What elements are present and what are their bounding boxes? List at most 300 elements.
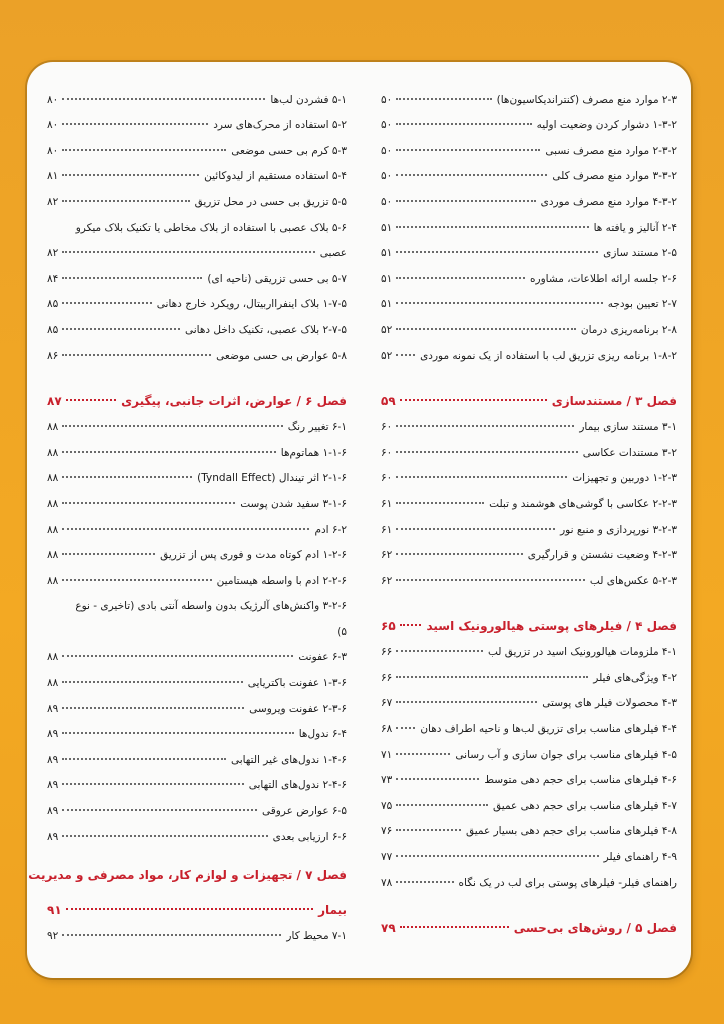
toc-entry[interactable]	[381, 812, 677, 838]
dot-leader	[400, 926, 509, 928]
toc-entry[interactable]	[47, 638, 347, 664]
dot-leader	[62, 277, 202, 279]
dot-leader	[396, 502, 484, 504]
entry-page: ۶۰	[381, 421, 393, 434]
toc-entry[interactable]	[381, 433, 677, 459]
dot-leader	[62, 783, 243, 785]
entry-number: ۵-۷	[331, 272, 347, 285]
entry-page: ۸۸	[47, 677, 59, 690]
entry-text	[154, 298, 347, 310]
entry-number: ۳-۳-۲	[652, 170, 677, 183]
entry-number: ۴-۳	[661, 697, 677, 710]
entry-text	[267, 94, 347, 106]
dot-leader	[396, 881, 453, 883]
entry-page: ۵۱	[381, 247, 393, 260]
entry-text	[525, 549, 677, 561]
dot-leader	[62, 758, 226, 760]
dot-leader	[62, 328, 180, 330]
entry-page: ۸۰	[47, 144, 59, 157]
entry-page: ۵۰	[381, 195, 393, 208]
toc-entry[interactable]	[47, 336, 347, 362]
entry-title: موارد منع مصرف کلی	[552, 170, 650, 183]
toc-entry[interactable]	[381, 561, 677, 587]
entry-title: فیلرهای مناسب برای تزریق لب‌ها و ناحیه اطراف دهان	[420, 723, 659, 736]
entry-number: ۲-۳-۶	[322, 702, 347, 715]
toc-section-chapter4	[381, 633, 677, 889]
entry-number: ۳-۲	[661, 446, 677, 459]
entry-page: ۵۰	[381, 119, 393, 132]
entry-text	[591, 222, 677, 234]
entry-page: ۸۹	[47, 830, 59, 843]
toc-entry[interactable]	[47, 917, 347, 943]
toc-column-left	[28, 80, 347, 943]
dot-leader	[396, 200, 535, 202]
entry-page: ۷۸	[381, 876, 393, 889]
entry-title: برنامه‌ریزی درمان	[580, 323, 659, 336]
entry-text	[557, 524, 677, 536]
dot-leader	[62, 655, 293, 657]
entry-number: ۵-۴	[331, 170, 347, 183]
chapter-4-heading[interactable]	[381, 605, 677, 633]
entry-number: ۲-۷-۵	[322, 323, 347, 336]
chapter-7-heading-line1[interactable]: فصل ۷ / تجهیزات و لوازم کار، مواد مصرفی و مدیریت	[28, 867, 347, 882]
entry-page: ۷۱	[381, 748, 393, 761]
entry-page: ۸۰	[47, 119, 59, 132]
entry-title: کرم بی حسی موضعی	[231, 144, 329, 157]
entry-title: استفاده مستقیم از لیدوکائین	[204, 170, 329, 183]
entry-title: عصبی	[319, 247, 347, 260]
toc-entry[interactable]	[381, 510, 677, 536]
dot-leader	[396, 804, 488, 806]
toc-entry[interactable]	[47, 157, 347, 183]
toc-entry[interactable]	[47, 766, 347, 792]
entry-title: برنامه ریزی تزریق لب با استفاده از یک نمونه موردی	[420, 349, 650, 362]
entry-title: تعیین بودجه	[607, 298, 659, 311]
entry-page: ۹۲	[47, 930, 59, 943]
entry-page: ۶۱	[381, 523, 393, 536]
entry-text	[75, 600, 347, 612]
toc-entry[interactable]	[381, 157, 677, 183]
chapter-page: ۵۹	[381, 393, 396, 408]
entry-title: وضعیت نشستن و قرارگیری	[527, 549, 650, 562]
toc-entry[interactable]	[381, 234, 677, 260]
entry-number: ۶-۲	[331, 523, 347, 536]
dot-leader	[62, 251, 314, 253]
entry-number: ۲-۱-۶	[322, 472, 347, 485]
entry-number: ۶-۴	[331, 728, 347, 741]
toc-entry-5-6-cont[interactable]	[47, 234, 347, 260]
entry-title: عفونت	[298, 651, 329, 664]
entry-page: ۷۵	[381, 799, 393, 812]
entry-title: عوارض بی حسی موضعی	[216, 349, 329, 362]
chapter-title: فصل ۳ / مستندسازی	[551, 393, 677, 408]
dot-leader	[62, 425, 282, 427]
dot-leader	[396, 727, 415, 729]
entry-title: بی حسی تزریقی (ناحیه ای)	[207, 272, 329, 285]
entry-page: ۵۲	[381, 323, 393, 336]
entry-title: ۵)	[337, 625, 347, 638]
toc-entry[interactable]	[381, 658, 677, 684]
entry-title: ارزیابی بعدی	[272, 830, 329, 843]
toc-entry-6-2-3-cont[interactable]	[47, 612, 347, 638]
entry-title: موارد منع مصرف موردی	[540, 195, 650, 208]
dot-leader	[62, 553, 155, 555]
entry-number: ۲-۴	[661, 221, 677, 234]
toc-entry[interactable]	[47, 689, 347, 715]
toc-entry[interactable]	[381, 684, 677, 710]
entry-title: فیلرهای مناسب برای حجم دهی بسیار عمیق	[465, 825, 659, 838]
entry-number: ۱-۲-۳	[652, 472, 677, 485]
entry-text	[259, 805, 347, 817]
entry-text	[456, 877, 677, 889]
dot-leader	[396, 425, 574, 427]
entry-number: ۲-۲-۶	[322, 574, 347, 587]
toc-entry[interactable]	[47, 106, 347, 132]
entry-page: ۷۷	[381, 851, 393, 864]
entry-title: فیلرهای مناسب برای جوان سازی و آب رسانی	[455, 748, 659, 761]
entry-text	[296, 728, 347, 740]
toc-entry[interactable]	[47, 459, 347, 485]
toc-entry[interactable]	[381, 459, 677, 485]
entry-page: ۵۱	[381, 272, 393, 285]
toc-entry[interactable]	[47, 259, 347, 285]
dot-leader	[400, 624, 422, 626]
dot-leader	[62, 302, 151, 304]
toc-entry[interactable]	[381, 536, 677, 562]
entry-text	[192, 196, 347, 208]
toc-entry[interactable]	[381, 761, 677, 787]
dot-leader	[62, 200, 189, 202]
toc-entry[interactable]	[381, 208, 677, 234]
entry-text	[283, 930, 347, 942]
entry-title: فیلرهای مناسب برای حجم دهی متوسط	[484, 774, 659, 787]
entry-text	[278, 447, 347, 459]
entry-number: ۴-۱	[661, 646, 677, 659]
entry-page: ۷۶	[381, 825, 393, 838]
entry-title: بلاک اینفرااربیتال، رویکرد خارج دهانی	[156, 298, 320, 311]
entry-text	[452, 749, 677, 761]
entry-number: ۲-۶	[661, 272, 677, 285]
toc-entry[interactable]	[381, 633, 677, 659]
entry-text	[490, 800, 677, 812]
entry-page: ۸۸	[47, 549, 59, 562]
entry-number: ۱-۷-۵	[322, 298, 347, 311]
toc-section-chapter2-tail	[381, 80, 677, 362]
entry-text	[228, 145, 347, 157]
entry-number: ۲-۵	[661, 247, 677, 260]
toc-entry[interactable]	[47, 182, 347, 208]
entry-number: ۶-۵	[331, 805, 347, 818]
entry-number: ۳-۲-۶	[322, 600, 347, 613]
dot-leader	[396, 778, 479, 780]
entry-page: ۶۶	[381, 646, 393, 659]
entry-page: ۸۵	[47, 323, 59, 336]
dot-leader	[62, 98, 265, 100]
toc-entry[interactable]	[381, 786, 677, 812]
entry-number: ۴-۳-۲	[652, 195, 677, 208]
dot-leader	[62, 707, 244, 709]
chapter-title: فصل ۶ / عوارض، اثرات جانبی، پیگیری	[121, 393, 347, 408]
entry-number: ۴-۹	[661, 851, 677, 864]
entry-title: بلاک عصبی با استفاده از بلاک مخاطی یا تکنیک بلاک میکرو	[75, 221, 329, 234]
entry-number: ۲-۳-۲	[652, 144, 677, 157]
entry-page: ۸۴	[47, 272, 59, 285]
entry-title: بلاک عصبی، تکنیک داخل دهانی	[184, 323, 320, 336]
toc-entry[interactable]	[47, 561, 347, 587]
dot-leader	[396, 579, 585, 581]
toc-entry[interactable]	[381, 408, 677, 434]
dot-leader	[396, 829, 461, 831]
dot-leader	[62, 528, 309, 530]
toc-section-chapter5-b	[47, 259, 347, 361]
dot-leader	[62, 174, 199, 176]
dot-leader	[396, 451, 578, 453]
entry-title: مستند سازی بیمار	[579, 421, 659, 434]
dot-leader	[396, 753, 450, 755]
toc-entry[interactable]	[47, 740, 347, 766]
entry-text	[527, 273, 677, 285]
chapter-page: ۸۷	[47, 393, 62, 408]
toc-entry[interactable]	[381, 837, 677, 863]
toc-entry-6-2-3[interactable]	[47, 587, 347, 613]
toc-entry[interactable]	[47, 131, 347, 157]
entry-page: ۶۶	[381, 671, 393, 684]
entry-text	[417, 723, 677, 735]
entry-title: آنالیز و یافته ها	[593, 221, 659, 234]
entry-title: موارد منع مصرف (کنتراندیکاسیون‌ها)	[496, 93, 659, 106]
toc-card	[27, 62, 691, 978]
dot-leader	[396, 277, 525, 279]
entry-number: ۶-۶	[331, 830, 347, 843]
toc-entry[interactable]	[381, 484, 677, 510]
toc-entry[interactable]	[381, 259, 677, 285]
entry-title: ندول‌های التهابی	[248, 779, 320, 792]
toc-entry[interactable]	[47, 715, 347, 741]
entry-page: ۸۱	[47, 170, 59, 183]
entry-page: ۸۵	[47, 298, 59, 311]
dot-leader	[62, 502, 235, 504]
toc-entry[interactable]	[381, 735, 677, 761]
entry-number: ۶-۳	[331, 651, 347, 664]
toc-entry[interactable]	[47, 510, 347, 536]
entry-page: ۸۸	[47, 523, 59, 536]
entry-title: ملزومات هیالورونیک اسید در تزریق لب	[487, 646, 659, 659]
toc-entry[interactable]	[47, 484, 347, 510]
entry-page: ۵۱	[381, 298, 393, 311]
entry-number: ۲-۳	[661, 93, 677, 106]
entry-page: ۶۸	[381, 723, 393, 736]
entry-page: ۸۹	[47, 779, 59, 792]
entry-text	[246, 779, 347, 791]
entry-title: راهنمای فیلر	[603, 851, 659, 864]
toc-entry[interactable]	[47, 663, 347, 689]
entry-text	[463, 825, 677, 837]
entry-number: ۵-۲-۳	[652, 574, 677, 587]
entry-title: ادم با واسطه هیستامین	[216, 574, 320, 587]
entry-title: مستندات عکاسی	[582, 446, 659, 459]
dot-leader	[62, 681, 242, 683]
toc-entry[interactable]	[47, 310, 347, 336]
toc-entry[interactable]	[381, 182, 677, 208]
entry-title: ندول‌های غیر التهابی	[230, 753, 320, 766]
entry-text	[605, 298, 677, 310]
toc-section-chapter7	[47, 917, 347, 943]
dot-leader	[62, 835, 267, 837]
dot-leader	[396, 676, 588, 678]
entry-page: ۸۶	[47, 349, 59, 362]
chapter-3-heading[interactable]	[381, 380, 677, 408]
dot-leader	[396, 476, 567, 478]
entry-text	[494, 94, 677, 106]
entry-text	[601, 851, 677, 863]
entry-page: ۸۲	[47, 247, 59, 260]
entry-text	[576, 421, 677, 433]
entry-page: ۶۰	[381, 472, 393, 485]
entry-text	[580, 447, 677, 459]
entry-number: ۴-۵	[661, 748, 677, 761]
entry-page: ۵۰	[381, 170, 393, 183]
entry-page: ۶۱	[381, 497, 393, 510]
entry-page: ۷۳	[381, 774, 393, 787]
chapter-page: ۶۵	[381, 618, 396, 633]
entry-page: ۸۸	[47, 421, 59, 434]
entry-page: ۸۲	[47, 195, 59, 208]
toc-entry[interactable]	[381, 310, 677, 336]
entry-number: ۷-۱	[331, 930, 347, 943]
toc-entry[interactable]	[381, 336, 677, 362]
toc-entry[interactable]	[47, 791, 347, 817]
dot-leader	[66, 399, 116, 401]
dot-leader	[62, 809, 257, 811]
entry-number: ۲-۲-۳	[652, 497, 677, 510]
entry-text	[157, 549, 347, 561]
dot-leader	[396, 528, 555, 530]
toc-entry[interactable]	[381, 285, 677, 311]
entry-title: راهنمای فیلر- فیلرهای پوستی برای لب در یک نگاه	[458, 876, 677, 889]
entry-number: ۴-۲	[661, 671, 677, 684]
entry-page: ۵۰	[381, 93, 393, 106]
toc-section-chapter5-a	[47, 80, 347, 208]
entry-page: ۵۱	[381, 221, 393, 234]
entry-title: تغییر رنگ	[287, 421, 329, 434]
entry-number: ۳-۱-۶	[322, 497, 347, 510]
entry-title: عکاسی با گوشی‌های هوشمند و تبلت	[489, 497, 650, 510]
dot-leader	[62, 476, 192, 478]
entry-number: ۴-۷	[661, 799, 677, 812]
entry-number: ۱-۱-۶	[322, 446, 347, 459]
entry-page: ۸۸	[47, 651, 59, 664]
entry-title: مستند سازی	[603, 247, 659, 260]
entry-page: ۵۰	[381, 144, 393, 157]
entry-title: موارد منع مصرف نسبی	[545, 144, 650, 157]
entry-text	[549, 170, 677, 182]
entry-text	[590, 672, 677, 684]
toc-entry[interactable]	[381, 709, 677, 735]
entry-title: محیط کار	[286, 930, 329, 943]
chapter-5-heading[interactable]	[381, 907, 677, 935]
toc-entry[interactable]	[47, 433, 347, 459]
entry-number: ۱-۸-۲	[652, 349, 677, 362]
dot-leader	[396, 650, 483, 652]
toc-column-right	[381, 80, 677, 935]
entry-page: ۸۹	[47, 753, 59, 766]
dot-leader	[396, 123, 531, 125]
toc-entry[interactable]	[47, 80, 347, 106]
entry-text	[578, 324, 677, 336]
entry-title: هماتوم‌ها	[280, 446, 320, 459]
entry-text	[417, 350, 677, 362]
entry-text	[213, 350, 347, 362]
dot-leader	[396, 701, 537, 703]
entry-text	[204, 273, 347, 285]
entry-number: ۵-۲	[331, 119, 347, 132]
dot-leader	[396, 328, 576, 330]
entry-text	[182, 324, 347, 336]
entry-title: جلسه ارائه اطلاعات، مشاوره	[530, 272, 659, 285]
chapter-title: بیمار	[318, 902, 347, 917]
toc-entry-5-6[interactable]	[47, 208, 347, 234]
chapter-page: ۹۱	[47, 902, 62, 917]
chapter-7-heading[interactable]	[47, 889, 347, 917]
toc-section-chapter6-b	[47, 638, 347, 843]
dot-leader	[396, 553, 522, 555]
entry-number: ۴-۸	[661, 825, 677, 838]
entry-title: عکس‌های لب	[589, 574, 650, 587]
entry-number: ۲-۸	[661, 323, 677, 336]
toc-entry[interactable]	[47, 408, 347, 434]
dot-leader	[400, 399, 547, 401]
entry-text	[311, 524, 347, 536]
dot-leader	[66, 908, 313, 910]
dot-leader	[396, 98, 491, 100]
entry-number: ۳-۱	[661, 421, 677, 434]
entry-page: ۸۸	[47, 446, 59, 459]
entry-page: ۸۹	[47, 728, 59, 741]
toc-entry[interactable]	[381, 131, 677, 157]
toc-entry[interactable]	[47, 285, 347, 311]
dot-leader	[62, 451, 275, 453]
entry-number: ۵-۶	[331, 221, 347, 234]
dot-leader	[396, 226, 588, 228]
entry-text	[569, 472, 677, 484]
toc-entry[interactable]	[47, 817, 347, 843]
entry-text	[237, 498, 347, 510]
entry-page: ۶۰	[381, 446, 393, 459]
toc-entry[interactable]	[381, 106, 677, 132]
entry-title: نورپردازی و منبع نور	[560, 523, 650, 536]
dot-leader	[396, 174, 547, 176]
entry-title: عفونت ویروسی	[249, 702, 320, 715]
entry-number: ۴-۴	[661, 723, 677, 736]
chapter-6-heading[interactable]	[47, 380, 347, 408]
dot-leader	[396, 855, 598, 857]
chapter-title: فصل ۴ / فیلرهای پوستی هیالورونیک اسید	[426, 618, 677, 633]
entry-page: ۸۰	[47, 93, 59, 106]
toc-entry[interactable]	[381, 863, 677, 889]
dot-leader	[62, 934, 281, 936]
entry-title: ادم	[314, 523, 329, 536]
entry-title: واکنش‌های آلرژیک بدون واسطه آنتی بادی (تاخیری - نوع	[75, 600, 320, 613]
chapter-title: فصل ۵ / روش‌های بی‌حسی	[513, 920, 677, 935]
toc-entry[interactable]	[47, 536, 347, 562]
toc-section-chapter6-a	[47, 408, 347, 587]
entry-title: دشوار کردن وضعیت اولیه	[536, 119, 650, 132]
toc-entry[interactable]	[381, 80, 677, 106]
entry-page: ۸۸	[47, 497, 59, 510]
toc-section-chapter3	[381, 408, 677, 587]
dot-leader	[62, 123, 208, 125]
dot-leader	[62, 149, 226, 151]
